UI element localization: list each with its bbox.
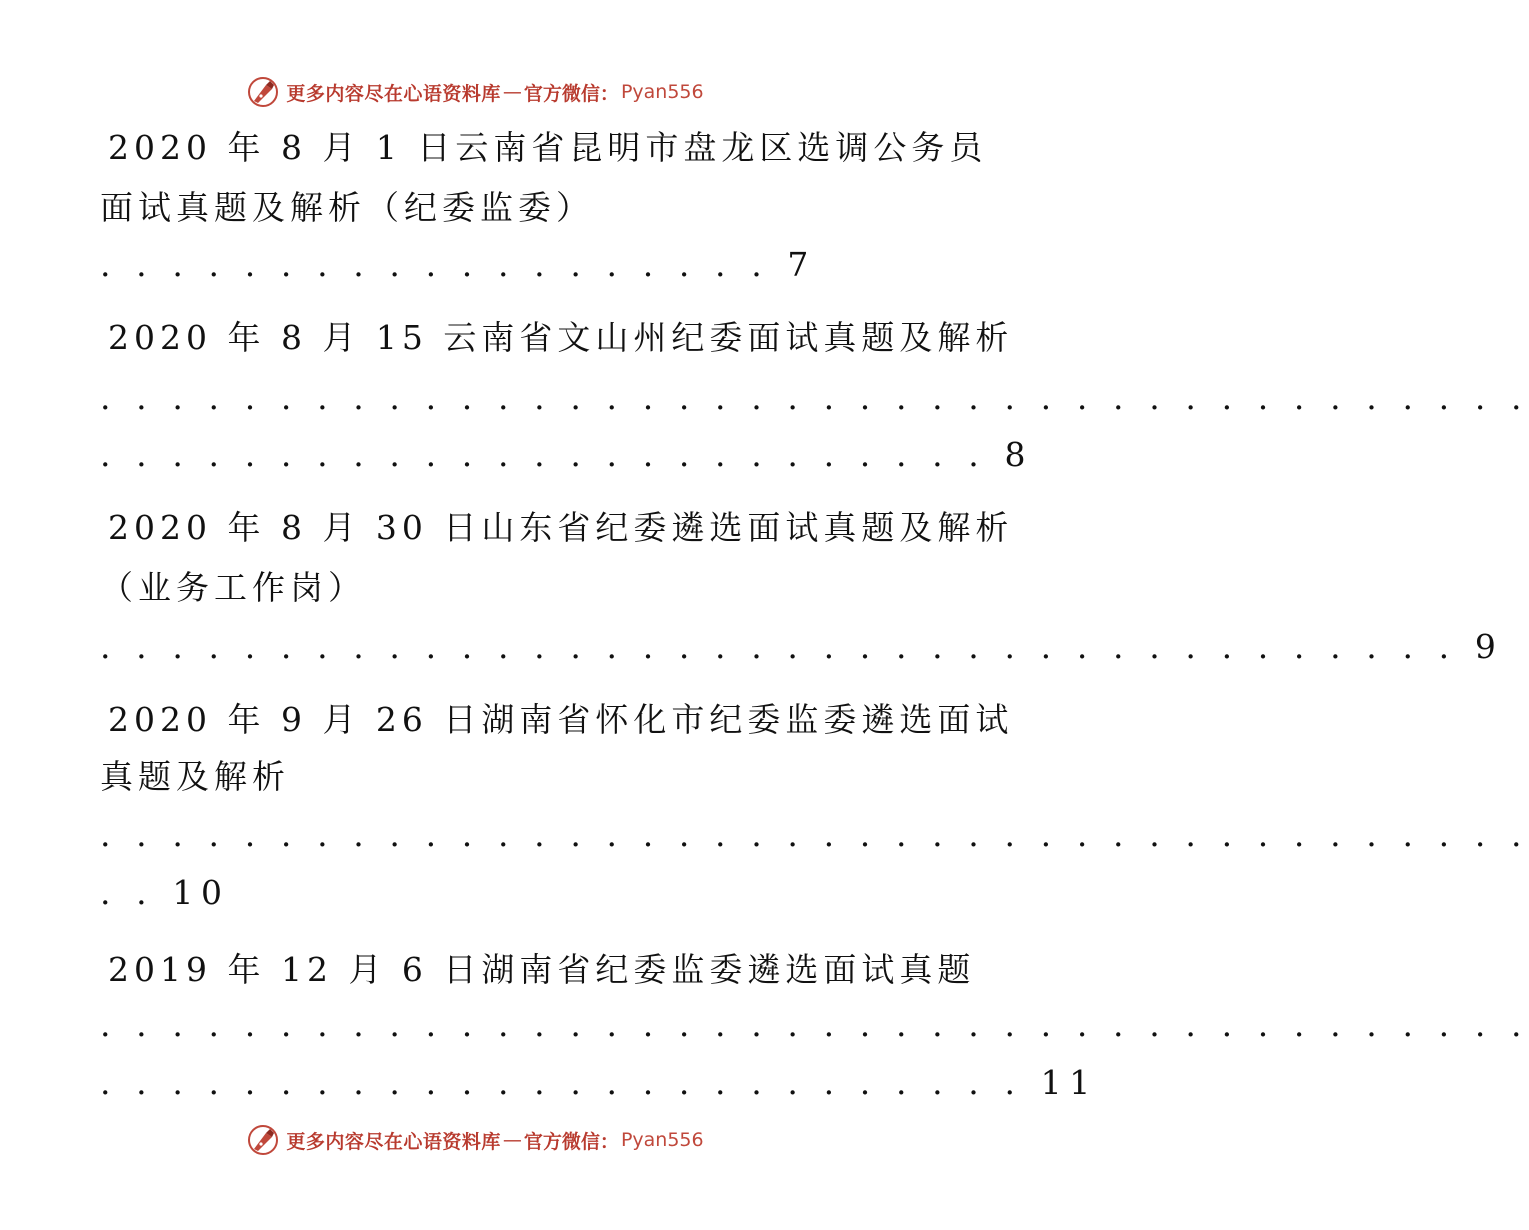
toc-entry-5-title-line-1: 2019 年 12 月 6 日湖南省纪委监委遴选面试真题 <box>108 950 976 989</box>
toc-entry-4-leader-line-1: . . . . . . . . . . . . . . . . . . . . . . . . . . . . . . . . . . . . . . . . <box>100 815 1529 854</box>
toc-entry-1-leader: . . . . . . . . . . . . . . . . . . . 7 <box>100 245 817 284</box>
toc-entry-4-title-line-1: 2020 年 9 月 26 日湖南省怀化市纪委监委遴选面试 <box>108 700 1014 739</box>
footer-wechat-label: 官方微信： <box>523 1130 619 1153</box>
footer-wechat-id: Pyan556 <box>620 1129 704 1151</box>
pen-nib-logo-icon <box>246 75 280 109</box>
toc-entry-3-title-line-1: 2020 年 8 月 30 日山东省纪委遴选面试真题及解析 <box>108 508 1014 547</box>
toc-entry-1-title-line-1: 2020 年 8 月 1 日云南省昆明市盘龙区选调公务员 <box>108 128 988 167</box>
toc-entry-5-leader-line-2: . . . . . . . . . . . . . . . . . . . . . . . . . . 11 <box>100 1063 1098 1102</box>
footer-banner <box>0 1120 950 1160</box>
toc-entry-5-leader-line-1: . . . . . . . . . . . . . . . . . . . . . . . . . . . . . . . . . . . . . . . . <box>100 1005 1529 1044</box>
pen-nib-logo-icon <box>246 1123 280 1157</box>
header-brand-text: 更多内容尽在心语资料库 <box>286 82 501 105</box>
header-wechat-id: Pyan556 <box>620 81 704 103</box>
toc-entry-2-title-line-1: 2020 年 8 月 15 云南省文山州纪委面试真题及解析 <box>108 318 1014 357</box>
footer-separator: — <box>502 1129 522 1151</box>
toc-entry-3-title-line-2: （业务工作岗） <box>100 568 366 607</box>
header-banner <box>0 72 950 112</box>
header-wechat-label: 官方微信： <box>523 82 619 105</box>
toc-entry-2-leader-line-1: . . . . . . . . . . . . . . . . . . . . . . . . . . . . . . . . . . . . . . . . <box>100 378 1529 417</box>
toc-entry-2-leader-line-2: . . . . . . . . . . . . . . . . . . . . . . . . . 8 <box>100 435 1034 474</box>
toc-entry-1-title-line-2: 面试真题及解析（纪委监委） <box>100 188 594 227</box>
toc-entry-4-title-line-2: 真题及解析 <box>100 757 290 796</box>
header-separator: — <box>502 81 522 103</box>
toc-entry-3-leader: . . . . . . . . . . . . . . . . . . . . . . . . . . . . . . . . . . . . . . 9 <box>100 627 1504 666</box>
footer-brand-text: 更多内容尽在心语资料库 <box>286 1130 501 1153</box>
toc-entry-4-leader-line-2: . . 10 <box>100 873 230 912</box>
